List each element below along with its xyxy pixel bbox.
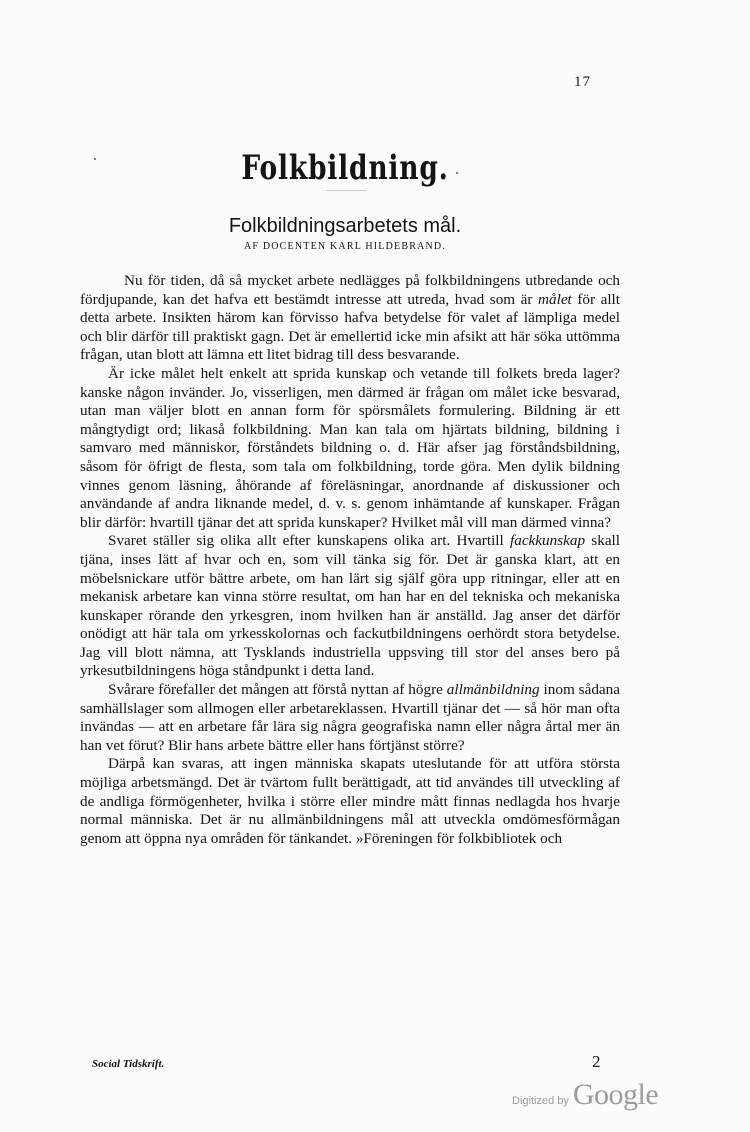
body-paragraph bbox=[80, 755, 620, 848]
paragraph-text: för allt detta arbete. Insikten härom kan förvisso hafva betydelse för valet af lämpliga medel och blir därför till praktiskt gagn. Det är emellertid icke min afsikt att här söka uttömma frågan, utan blott att lämna ett litet bidrag till dess besvarande. bbox=[80, 290, 621, 364]
page-number: 17 bbox=[574, 74, 591, 90]
scan-speck bbox=[456, 172, 458, 174]
paragraph-text: inom sådana samhällslager som allmogen eller arbetareklassen. Hvartill tjänar det — så hör man ofta invändas — att en arbetare får lära sig några geografiska namn eller några årtal mer än han vet förut? Blir hans arbete bättre eller hans förtjänst större? bbox=[80, 681, 620, 754]
article-body bbox=[80, 272, 620, 848]
body-paragraph bbox=[80, 532, 620, 681]
title-rule bbox=[326, 190, 366, 191]
emphasis-text: fackkunskap bbox=[510, 532, 586, 550]
digitized-label: Digitized by bbox=[512, 1095, 569, 1107]
paragraph-text: Svårare förefaller det mången att förstå nyttan af högre bbox=[108, 681, 447, 699]
journal-name: Social Tidskrift. bbox=[92, 1058, 165, 1070]
article-subtitle: Folkbildningsarbetets mål. bbox=[228, 215, 462, 237]
body-paragraph bbox=[80, 681, 620, 755]
google-logo: Google bbox=[572, 1078, 659, 1111]
emphasis-text: allmänbildning bbox=[446, 681, 540, 699]
signature-mark: 2 bbox=[592, 1052, 601, 1071]
scan-speck bbox=[94, 158, 96, 160]
page-title: Folkbildning. bbox=[241, 148, 449, 188]
body-paragraph bbox=[80, 365, 620, 532]
paragraph-text: Därpå kan svaras, att ingen människa skapats uteslutande för att utföra största möjliga arbetsmängd. Det är tvärtom fullt berättigadt, att tid användes till utveckling af de andliga förmögenheter, hvilka i större eller mindre mått finnas nedlagda hos hvarje normal människa. Det är nu allmänbildningens mål att utveckla omdömesförmågan genom att öppna nya områden för tänkandet. »Föreningen för folkbibliotek och bbox=[80, 755, 620, 847]
author-byline: AF DOCENTEN KARL HILDEBRAND. bbox=[243, 241, 447, 252]
paragraph-text: skall tjäna, inses lätt af hvar och en, som vill tänka sig för. Det är ganska klart, att en möbelsnickare utför bättre arbete, om han lärt sig själf göra upp ritningar, eller att en mekanisk arbetare kan vinna större resultat, om han har en del tekniska och mekaniska kunskaper rörande den yrkesgren, inom hvilken han är anställd. Jag anser det därför onödigt att här tala om yrkesskolornas och fackutbildningens oerhördt stora betydelse. Jag vill blott nämna, att Tysklands industriella uppsving till stor del anses bero på yrkesutbildningens höga ståndpunkt i detta land. bbox=[80, 532, 620, 680]
emphasis-text: målet bbox=[538, 290, 572, 308]
paragraph-text: Svaret ställer sig olika allt efter kunskapens olika art. Hvartill bbox=[108, 532, 510, 550]
digitized-watermark bbox=[512, 1078, 658, 1112]
body-paragraph bbox=[80, 272, 620, 365]
paragraph-text: Är icke målet helt enkelt att sprida kunskap och vetande till folkets breda lager? kanske någon invänder. Jo, visserligen, men därmed är frågan om målet icke besvarad, utan man väljer blott en annan form för spörsmålets formulering. Bildning är ett mångtydigt ord; likaså folkbildning. Man kan tala om hjärtats bildning, bildning i samvaro med människor, förståndets bildning o. d. Här afser jag förståndsbildning, såsom för öfrigt de flesta, som tala om folkbildning, torde göra. Men dylik bildning vinnes genom läsning, åhörande af föreläsningar, anordnande af diskussioner och användande af andra liknande medel, d. v. s. genom inhämtande af kunskaper. Frågan blir därför: hvartill tjänar det att sprida kunskaper? Hvilket mål vill man därmed vinna? bbox=[80, 364, 620, 531]
paragraph-text: Nu för tiden, då så mycket arbete nedlägges på folkbildningens utbredande och fördjupande, kan det hafva ett bestämdt intresse att utreda, hvad som är bbox=[80, 272, 620, 308]
